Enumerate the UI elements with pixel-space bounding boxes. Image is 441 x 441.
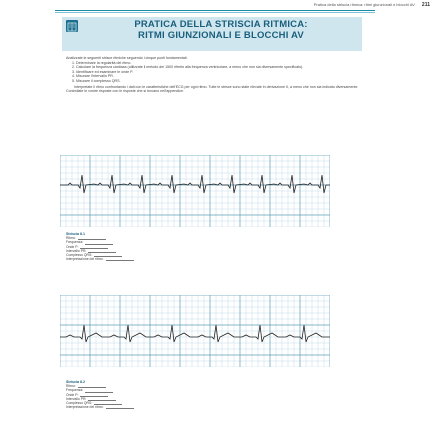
section-title-line-1: PRATICA DELLA STRISCIA RITMICA: (134, 19, 308, 30)
instructions-steps (66, 61, 366, 84)
answer-label: Complesso QRS: (66, 253, 93, 258)
instruction-step: 1. Determinare la regolarità del ritmo. (76, 61, 366, 66)
instructions-paragraph: Interpretate il ritmo confrontando i dati con le caratteristiche dell'ECG per ogni ritmo. Tutte le strisce sono state rilevate in derivazione II, a meno che non sia indicato diversamente. Controllate le vostre risposte con le risposte che si trovano nell'appendice. (66, 84, 359, 94)
ecg-strip-1 (60, 155, 330, 227)
strip-label: Striscia 8.1 (66, 232, 85, 236)
book-icon (66, 20, 78, 32)
answer-label: Ritmo: (66, 384, 76, 389)
header-rule-secondary (55, 12, 375, 13)
answer-label: Intervallo PR: (66, 396, 87, 401)
ecg-trace (60, 175, 330, 193)
answer-label: Onde P: (66, 244, 79, 249)
answer-label: Frequenza: (66, 388, 84, 393)
answer-label: Frequenza: (66, 240, 84, 245)
answer-label: Complesso QRS: (66, 401, 93, 406)
instructions (66, 56, 366, 94)
answer-block-2 (66, 380, 186, 409)
instruction-step: 3. Identificare ed esaminare le onde P. (76, 70, 366, 75)
running-title: Pratica della striscia ritmica: ritmi giunzionali e blocchi AV (313, 2, 415, 7)
running-header (150, 2, 430, 10)
header-rule (55, 10, 375, 11)
answer-label: Ritmo: (66, 236, 76, 241)
answer-label: Onde P: (66, 392, 79, 397)
ecg-trace (60, 325, 330, 342)
answer-label: Intervallo PR: (66, 248, 87, 253)
section-title (84, 19, 358, 41)
answer-block-1 (66, 232, 186, 261)
instruction-step: 5. Misurare il complesso QRS. (76, 79, 366, 84)
ecg-grid (60, 295, 330, 367)
answer-blank[interactable] (106, 405, 134, 409)
instruction-step: 2. Calcolare la frequenza cardiaca (utilizzate il metodo dei 1500 riferito alla frequenza ventricolare, a meno che non sia diversamente specificato). (76, 65, 366, 70)
ecg-strip-2 (60, 295, 330, 367)
instructions-intro: Analizzate le seguenti strisce ritmiche seguendo i cinque punti fondamentali: (66, 56, 188, 60)
answer-blank[interactable] (106, 257, 134, 261)
instruction-step: 4. Misurare l'intervallo PR. (76, 74, 366, 79)
answer-label: Interpretazione del ritmo: (66, 405, 104, 410)
answer-row (66, 405, 186, 409)
strip-label: Striscia 8.2 (66, 380, 85, 384)
ecg-strip-1-svg (60, 155, 330, 227)
ecg-strip-2-svg (60, 295, 330, 367)
section-title-line-2: RITMI GIUNZIONALI E BLOCCHI AV (138, 30, 304, 41)
answer-row (66, 257, 186, 261)
answer-label: Interpretazione del ritmo: (66, 257, 104, 262)
page-number: 211 (421, 2, 430, 8)
ecg-grid (60, 155, 330, 227)
